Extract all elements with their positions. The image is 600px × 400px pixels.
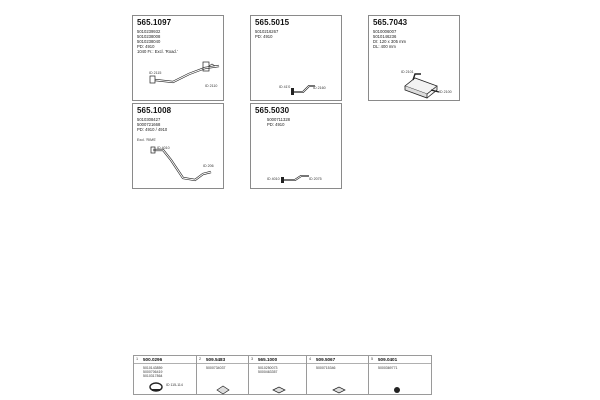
part-label: ID 2075 xyxy=(309,177,322,181)
part-ref: DI: 120 x 305 mm xyxy=(373,39,407,44)
accessory-cell-2 xyxy=(197,356,249,394)
part-ref: 1040 Fr.: Excl. 'Road.' xyxy=(137,49,178,54)
part-label: ID 2100 xyxy=(439,90,452,94)
cell-part-number: 509.5483 xyxy=(206,356,226,362)
accessory-cell-5 xyxy=(369,356,431,394)
gasket-icon xyxy=(197,356,249,396)
part-number: 565.5030 xyxy=(255,106,290,115)
cell-ref: 5000706419 xyxy=(143,370,163,374)
cell-ref: 5010317864 xyxy=(143,374,163,378)
part-label: ID 41'0 xyxy=(279,85,291,89)
part-ref: PD: 4910 xyxy=(267,122,285,127)
intermediate-pipe-drawing xyxy=(251,16,343,102)
part-ref: 5010006007 xyxy=(373,29,397,34)
rubber-hanger-icon xyxy=(369,356,431,396)
part-ref: 5010146236 xyxy=(373,34,397,39)
part-number: 565.5015 xyxy=(255,18,290,27)
part-ref: PD: 4910 xyxy=(137,44,155,49)
clamp-icon xyxy=(134,356,197,396)
part-number: 565.1008 xyxy=(137,106,172,115)
part-label: ID 2160 xyxy=(313,86,326,90)
cell-ref: 5010143859 xyxy=(143,366,163,370)
cell-part-number: 500.0296 xyxy=(143,356,163,362)
part-ref: DL: 400 mm xyxy=(373,44,396,49)
part-ref: 5010238040 xyxy=(137,39,161,44)
part-card-4 xyxy=(132,103,224,189)
bracket-icon xyxy=(307,356,369,396)
part-ref: 5010216267 xyxy=(255,29,279,34)
part-number: 565.1097 xyxy=(137,18,172,27)
part-label: ID 2101 xyxy=(401,70,414,74)
part-ref: 5000711328 xyxy=(267,117,290,122)
cell-ref: 5000369771 xyxy=(378,366,398,370)
front-pipe-drawing xyxy=(133,16,225,102)
part-ref: 5000721668 xyxy=(137,122,161,127)
cell-index: 5 xyxy=(371,357,374,361)
cell-part-number: 509.0401 xyxy=(378,356,398,362)
part-label: ID 4010 xyxy=(267,177,280,181)
part-number: 565.7043 xyxy=(373,18,408,27)
cell-ref: 5000734037 xyxy=(206,366,226,370)
accessory-cell-3 xyxy=(249,356,307,394)
part-label: ID 2115 xyxy=(149,71,162,75)
cell-ref: 5000463357 xyxy=(258,370,278,374)
cell-index: 4 xyxy=(309,357,312,361)
accessory-cell-4 xyxy=(307,356,369,394)
accessories-strip xyxy=(133,355,432,395)
cell-index: 1 xyxy=(136,357,139,361)
part-card-1 xyxy=(132,15,224,101)
part-ref: PD: 4910 xyxy=(255,34,273,39)
cell-ref: 5000715346 xyxy=(316,366,336,370)
cell-label: ID 115-114 xyxy=(166,383,183,387)
flange-icon xyxy=(249,356,307,396)
cell-part-number: 509.5067 xyxy=(316,356,336,362)
cell-part-number: 565.1000 xyxy=(258,356,278,362)
tail-pipe-drawing xyxy=(133,104,225,190)
part-label: Excl. 'RIMS' xyxy=(137,138,157,142)
cell-ref: 5010250073 xyxy=(258,366,278,370)
part-label: ID 4010 xyxy=(157,146,170,150)
part-label: ID 206 xyxy=(203,164,214,168)
connecting-pipe-drawing xyxy=(251,104,343,190)
part-ref: 5010238008 xyxy=(137,34,161,39)
cell-index: 2 xyxy=(199,357,202,361)
part-ref: PD: 4910 / 4910 xyxy=(137,127,168,132)
part-card-3 xyxy=(368,15,460,101)
part-ref: 5010308427 xyxy=(137,117,161,122)
part-card-2 xyxy=(250,15,342,101)
part-card-5 xyxy=(250,103,342,189)
part-label: ID 2110 xyxy=(205,84,218,88)
cell-index: 3 xyxy=(251,357,254,361)
accessory-cell-1 xyxy=(134,356,197,394)
part-ref: 5010239932 xyxy=(137,29,161,34)
